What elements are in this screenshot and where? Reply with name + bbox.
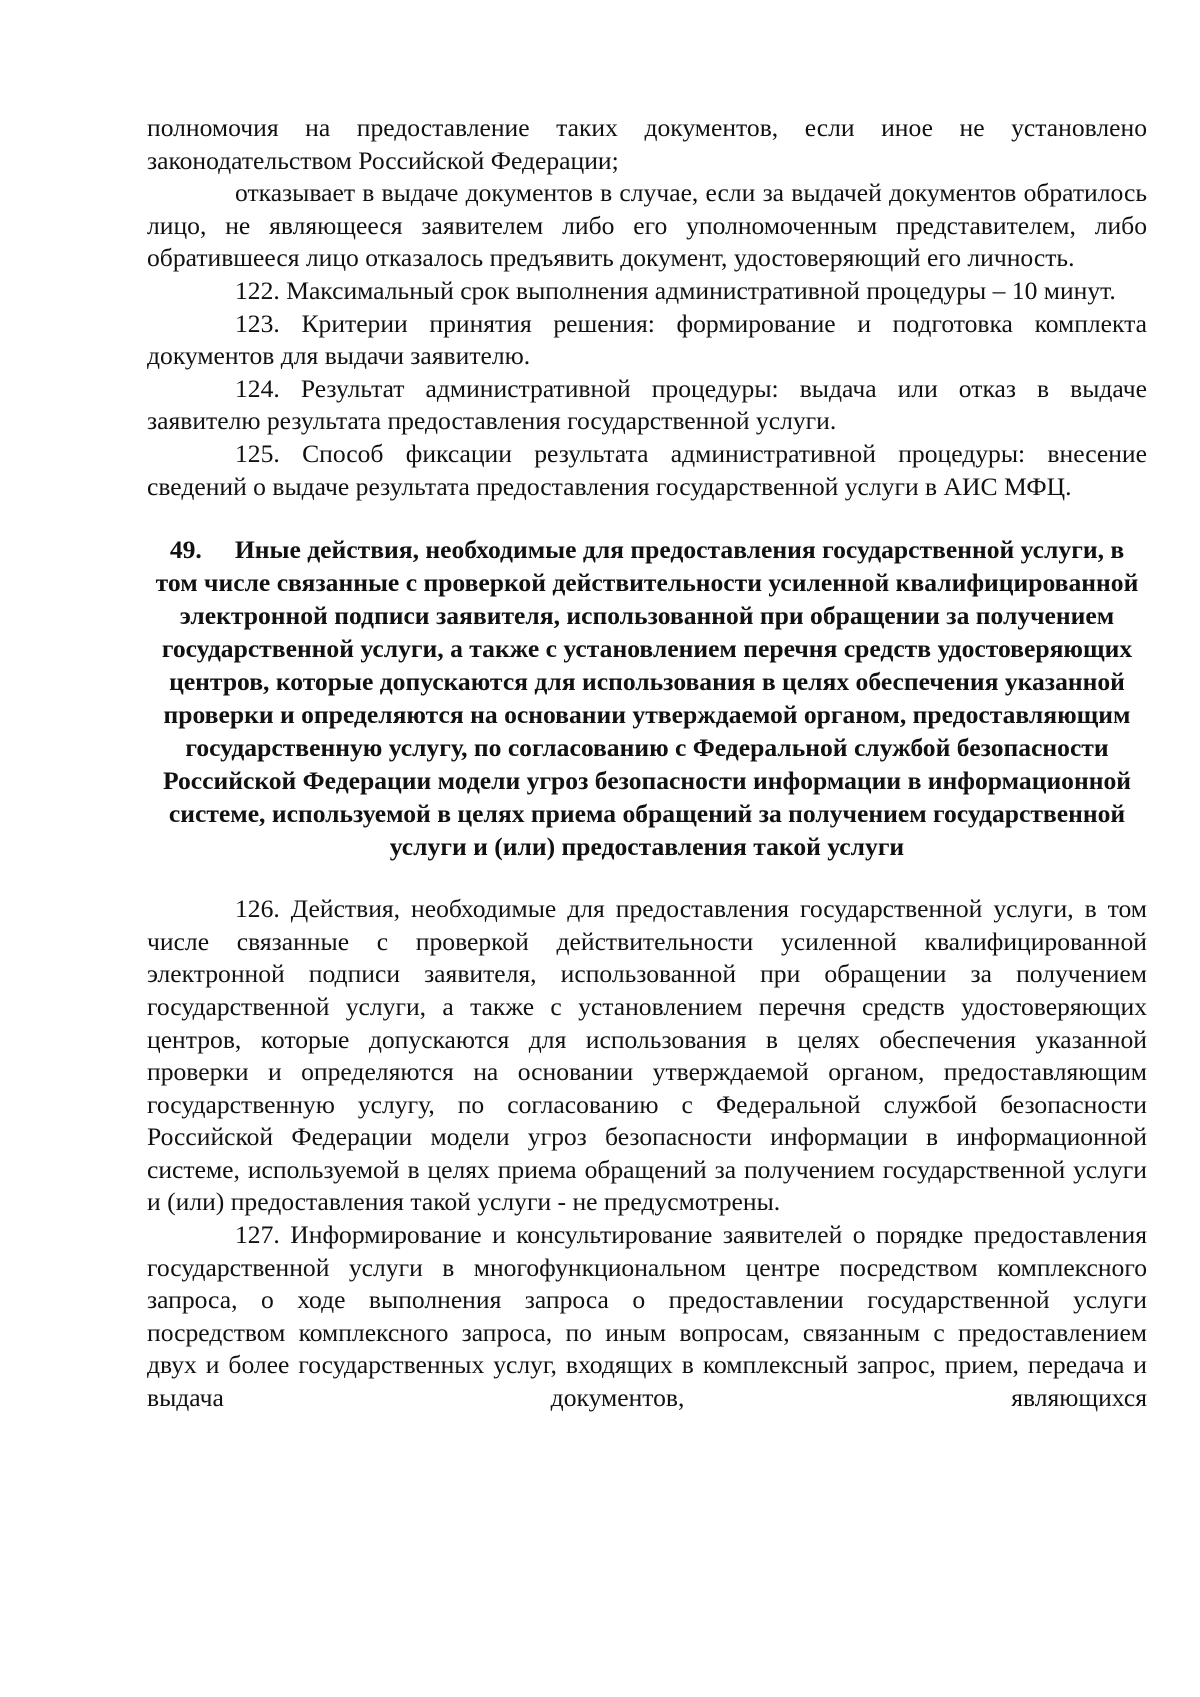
paragraph-127: 127. Информирование и консультирование заявителей о порядке предоставления государственной услуги в многофункциональном центре посредством комплексного запроса, о ходе выполнения запроса о предоставлении государственной услуги посредством комплексного запроса, по иным вопросам, связанным с предоставлением двух и более государственных услуг, входящих в комплексный запрос, прием, передача и выдача документов, являющихся (147, 1220, 1147, 1413)
paragraph-126: 126. Действия, необходимые для предоставления государственной услуги, в том числе связанные с проверкой действительности усиленной квалифицированной электронной подписи заявителя, использованной при обращении за получением государственной услуги, а также с установлением перечня средств удостоверяющих центров, которые допускаются для использования в целях обеспечения указанной проверки и определяются на основании утверждаемой органом, предоставляющим государственную услугу, по согласованию с Федеральной службой безопасности Российской Федерации модели угроз безопасности информации в информационной системе, используемой в целях приема обращений за получением государственной услуги и (или) предоставления такой услуги - не предусмотрены. (147, 894, 1147, 1217)
paragraph-123: 123. Критерии принятия решения: формирование и подготовка комплекта документов для выдачи заявителю. (147, 308, 1147, 371)
paragraph-122: 122. Максимальный срок выполнения административной процедуры – 10 минут. (235, 275, 1116, 305)
section-title: Иные действия, необходимые для предоставления государственной услуги, в том числе связанные с проверкой действительности усиленной квалифицированной электронной подписи заявителя, использованной при обращении за получением государственной услуги, а также с установлением перечня средств удостоверяющих центров, которые допускаются для использования в целях обеспечения указанной проверки и определяются на основании утверждаемой органом, предоставляющим государственную услугу, по согласованию с Федеральной службой безопасности Российской Федерации модели угроз безопасности информации в информационной системе, используемой в целях приема обращений за получением государственной услуги и (или) предоставления такой услуги (155, 535, 1139, 862)
paragraph-continuation: полномочия на предоставление таких документов, если иное не установлено законодательством Российской Федерации; (147, 113, 1147, 175)
section-number: 49. (169, 535, 202, 565)
paragraph-124: 124. Результат административной процедуры: выдача или отказ в выдаче заявителю результата предоставления государственной услуги. (147, 373, 1147, 436)
paragraph-refusal: отказывает в выдаче документов в случае, если за выдачей документов обратилось лицо, не являющееся заявителем либо его уполномоченным представителем, либо обратившееся лицо отказалось предъявить документ, удостоверяющий его личность. (147, 178, 1147, 273)
section-heading (147, 533, 1147, 863)
document-page (147, 112, 1147, 1415)
paragraph-125: 125. Способ фиксации результата административной процедуры: внесение сведений о выдаче результата предоставления государственной услуги в АИС МФЦ. (147, 438, 1147, 501)
